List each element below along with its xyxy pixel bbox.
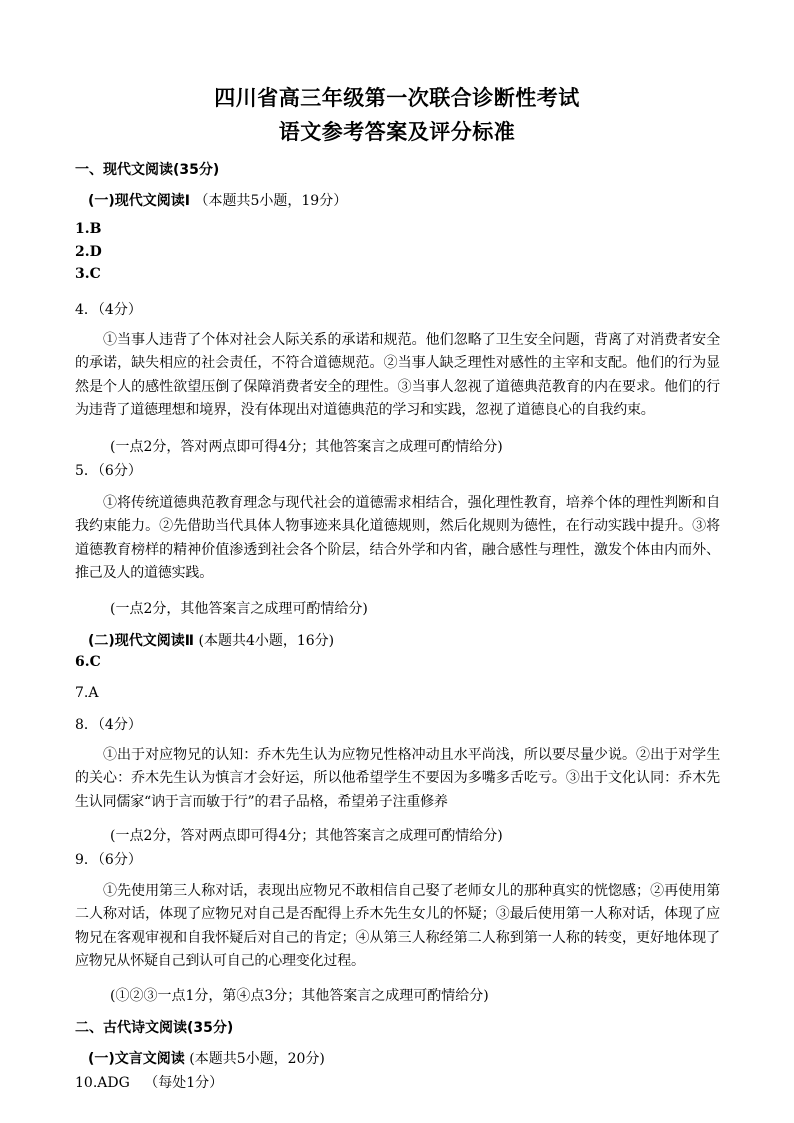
section-heading-classical-reading: 二、古代诗文阅读(35分) bbox=[75, 1020, 234, 1036]
exam-subtitle: 语文参考答案及评分标准 bbox=[278, 120, 516, 144]
subsection-modern-reading-1 bbox=[88, 190, 347, 210]
scoring-note-q9: (①②③一点1分，第④点3分；其他答案言之成理可酌情给分) bbox=[110, 988, 489, 1004]
subsection-detail: （本题共5小题，19分） bbox=[194, 193, 348, 209]
scoring-note-q10: （每处1分） bbox=[144, 1075, 224, 1091]
subsection-detail: (本题共4小题，16分) bbox=[198, 633, 335, 649]
answer-q1: 1.B bbox=[75, 221, 102, 237]
answer-q8-body: ①出于对应物兄的认知：乔木先生认为应物兄性格冲动且水平尚浅，所以要尽量少说。②出于对学生的关心：乔木先生认为慎言才会好运，所以他希望学生不要因为多嘴多舌吃亏。③出于文化认同：乔木先生认同儒家“讷于言而敏于行”的君子品格，希望弟子注重修养 bbox=[75, 747, 720, 810]
answer-q7: 7.A bbox=[75, 685, 99, 701]
scoring-note-q8: (一点2分，答对两点即可得4分；其他答案言之成理可酌情给分) bbox=[110, 828, 503, 844]
question-q4-head: 4．（4分） bbox=[75, 302, 142, 318]
subsection-label: (二)现代文阅读Ⅱ bbox=[88, 633, 195, 649]
question-q9-head: 9．（6分） bbox=[75, 852, 142, 868]
answer-q2: 2.D bbox=[75, 244, 102, 260]
subsection-label: (一)文言文阅读 bbox=[88, 1051, 185, 1067]
section-heading-modern-reading: 一、现代文阅读(35分) bbox=[75, 162, 220, 178]
subsection-detail: (本题共5小题，20分) bbox=[189, 1051, 325, 1067]
question-q8-head: 8．（4分） bbox=[75, 717, 142, 733]
scoring-note-q5: (一点2分，其他答案言之成理可酌情给分) bbox=[110, 601, 368, 617]
answer-q10-value: 10.ADG bbox=[75, 1075, 130, 1091]
answer-q3: 3.C bbox=[75, 266, 101, 282]
subsection-label: (一)现代文阅读Ⅰ bbox=[88, 193, 191, 209]
subsection-modern-reading-2 bbox=[88, 630, 334, 650]
scoring-note-q4: (一点2分，答对两点即可得4分；其他答案言之成理可酌情给分) bbox=[110, 439, 503, 455]
answer-q9-body: ①先使用第三人称对话，表现出应物兄不敢相信自己娶了老师女儿的那种真实的恍惚感；②再使用第二人称对话，体现了应物兄对自己是否配得上乔木先生女儿的怀疑；③最后使用第一人称对话，体现了应物兄在客观审视和自我怀疑后对自己的肯定；④从第三人称经第二人称到第一人称的转变，更好地体现了应物兄从怀疑自己到认可自己的心理变化过程。 bbox=[75, 883, 720, 969]
subsection-classical-prose bbox=[88, 1048, 325, 1068]
answer-q6: 6.C bbox=[75, 654, 101, 670]
exam-title: 四川省高三年级第一次联合诊断性考试 bbox=[214, 86, 580, 110]
answer-q5-body: ①将传统道德典范教育理念与现代社会的道德需求相结合，强化理性教育，培养个体的理性判断和自我约束能力。②先借助当代具体人物事迹来具化道德规则，然后化规则为德性，在行动实践中提升。③将道德教育榜样的精神价值渗透到社会各个阶层，结合外学和内省，融合感性与理性，激发个体由内而外、推己及人的道德实践。 bbox=[75, 495, 720, 581]
question-q5-head: 5．（6分） bbox=[75, 463, 142, 479]
answer-q4-body: ①当事人违背了个体对社会人际关系的承诺和规范。他们忽略了卫生安全问题，背离了对消费者安全的承诺，缺失相应的社会责任，不符合道德规范。②当事人缺乏理性对感性的主宰和支配。他们的行为显然是个人的感性欲望压倒了保障消费者安全的理性。③当事人忽视了道德典范教育的内在要求。他们的行为违背了道德理想和境界，没有体现出对道德典范的学习和实践，忽视了道德良心的自我约束。 bbox=[75, 332, 720, 418]
answer-q10 bbox=[75, 1072, 223, 1092]
